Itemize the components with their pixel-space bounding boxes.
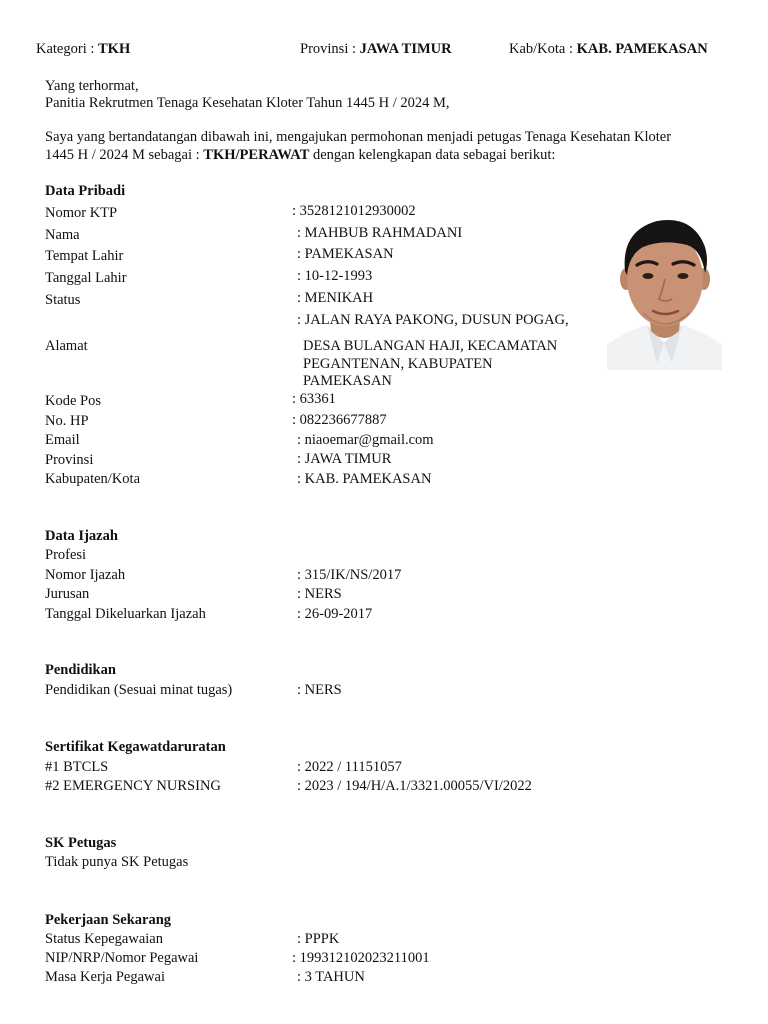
tempat-lahir-value: : PAMEKASAN <box>297 246 394 262</box>
pendidikan-value: : NERS <box>297 682 342 698</box>
section-title-sertifikat: Sertifikat Kegawatdaruratan <box>45 739 226 755</box>
nama-value: : MAHBUB RAHMADANI <box>297 225 463 241</box>
sk-petugas-text: Tidak punya SK Petugas <box>45 854 189 870</box>
profesi-label: Profesi <box>45 547 87 563</box>
alamat-line-1: : JALAN RAYA PAKONG, DUSUN POGAG, <box>297 312 569 328</box>
section-title-pekerjaan: Pekerjaan Sekarang <box>45 912 172 928</box>
nip-label: NIP/NRP/Nomor Pegawai <box>45 950 199 966</box>
status-kepegawaian-value: : PPPK <box>297 931 340 947</box>
section-title-data-ijazah: Data Ijazah <box>45 528 118 544</box>
section-title-pendidikan: Pendidikan <box>45 662 116 678</box>
kategori-value: TKH <box>98 41 131 57</box>
ktp-label: Nomor KTP <box>45 205 118 221</box>
section-title-sk-petugas: SK Petugas <box>45 835 117 851</box>
tempat-lahir-label: Tempat Lahir <box>45 248 124 264</box>
applicant-photo <box>607 213 722 370</box>
intro-text-c: dengan kelengkapan data sebagai berikut: <box>309 147 556 163</box>
status-label: Status <box>45 292 81 308</box>
masa-kerja-value: : 3 TAHUN <box>297 969 365 985</box>
header-provinsi <box>300 41 452 58</box>
nip-value: : 199312102023211001 <box>292 950 430 966</box>
jurusan-value: : NERS <box>297 586 342 602</box>
intro-line-1: Saya yang bertandatangan dibawah ini, mengajukan permohonan menjadi petugas Tenaga Kesehatan Kloter <box>45 129 672 145</box>
provinsi-value: JAWA TIMUR <box>359 41 452 57</box>
nomor-ijazah-label: Nomor Ijazah <box>45 567 126 583</box>
greeting: Yang terhormat, <box>45 78 139 94</box>
intro-text-a: 1445 H / 2024 M sebagai : <box>45 147 204 163</box>
nomor-ijazah-value: : 315/IK/NS/2017 <box>297 567 402 583</box>
tanggal-lahir-label: Tanggal Lahir <box>45 270 127 286</box>
tanggal-ijazah-label: Tanggal Dikeluarkan Ijazah <box>45 606 206 622</box>
status-value: : MENIKAH <box>297 290 374 306</box>
provinsi-label: Provinsi <box>45 452 94 468</box>
section-title-data-pribadi: Data Pribadi <box>45 183 126 199</box>
provinsi-label: Provinsi : <box>300 41 360 57</box>
status-kepegawaian-label: Status Kepegawaian <box>45 931 163 947</box>
header-kabkota <box>509 41 708 58</box>
tanggal-ijazah-value: : 26-09-2017 <box>297 606 373 622</box>
kabkota-label: Kab/Kota : <box>509 41 577 57</box>
sertifikat-2-label: #2 EMERGENCY NURSING <box>45 778 221 794</box>
intro-line-2 <box>45 147 555 164</box>
email-label: Email <box>45 432 80 448</box>
hp-label: No. HP <box>45 413 89 429</box>
sertifikat-1-value: : 2022 / 11151057 <box>297 759 402 775</box>
kode-pos-value: : 63361 <box>292 391 336 407</box>
ktp-value: : 3528121012930002 <box>292 203 416 219</box>
sertifikat-1-label: #1 BTCLS <box>45 759 109 775</box>
pendidikan-label: Pendidikan (Sesuai minat tugas) <box>45 682 233 698</box>
hp-value: : 082236677887 <box>292 412 387 428</box>
sertifikat-2-value: : 2023 / 194/H/A.1/3321.00055/VI/2022 <box>297 778 532 794</box>
masa-kerja-label: Masa Kerja Pegawai <box>45 969 165 985</box>
alamat-line-2: DESA BULANGAN HAJI, KECAMATAN <box>303 338 558 354</box>
alamat-label: Alamat <box>45 338 88 354</box>
alamat-line-4: PAMEKASAN <box>303 373 392 389</box>
alamat-continuation <box>303 338 557 391</box>
kabupaten-kota-value: : KAB. PAMEKASAN <box>297 471 432 487</box>
alamat-line-3: PEGANTENAN, KABUPATEN <box>303 355 493 372</box>
tanggal-lahir-value: : 10-12-1993 <box>297 268 373 284</box>
email-value: : niaoemar@gmail.com <box>297 432 434 448</box>
kabkota-value: KAB. PAMEKASAN <box>576 41 708 57</box>
kategori-label: Kategori : <box>36 41 99 57</box>
provinsi-value: : JAWA TIMUR <box>297 451 392 467</box>
addressee: Panitia Rekrutmen Tenaga Kesehatan Kloter Tahun 1445 H / 2024 M, <box>45 95 450 111</box>
header-kategori <box>36 41 130 58</box>
jurusan-label: Jurusan <box>45 586 90 602</box>
intro-role: TKH/PERAWAT <box>203 147 310 163</box>
kode-pos-label: Kode Pos <box>45 393 101 409</box>
kabupaten-kota-label: Kabupaten/Kota <box>45 471 141 487</box>
nama-label: Nama <box>45 227 80 243</box>
